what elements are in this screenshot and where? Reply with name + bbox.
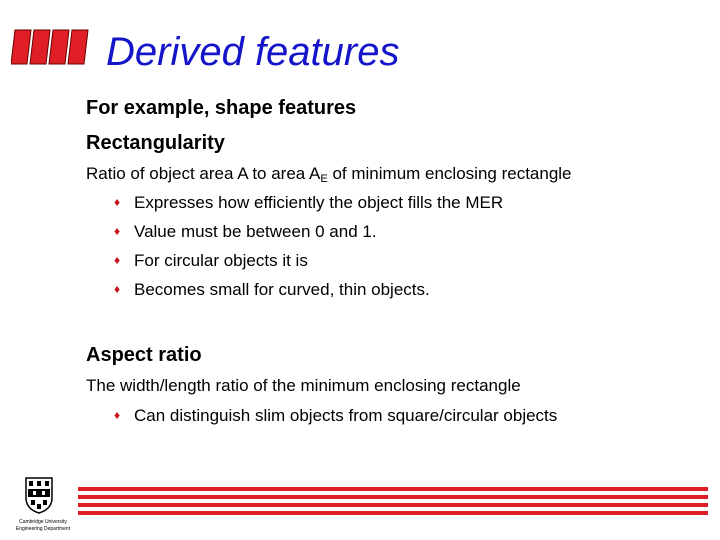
ratio-subscript: E — [320, 173, 328, 185]
ratio-suffix: of minimum enclosing rectangle — [327, 164, 572, 183]
list-item — [114, 249, 308, 272]
heading-rectangularity: Rectangularity — [86, 132, 225, 154]
diamond-bullet-icon: ♦ — [114, 195, 121, 209]
footer-stripes-divider — [78, 487, 708, 515]
list-item — [114, 191, 503, 214]
red-bars-logo-icon — [11, 28, 89, 66]
bullet-text: Can distinguish slim objects from square/circular objects — [134, 406, 558, 425]
bullet-text: For circular objects it is — [134, 251, 308, 270]
university-line-1: Cambridge University — [19, 519, 67, 525]
aspect-definition: The width/length ratio of the minimum enclosing rectangle — [86, 376, 521, 395]
ratio-definition — [86, 163, 572, 185]
ratio-prefix: Ratio of object area A to area A — [86, 164, 321, 183]
list-item — [114, 278, 430, 301]
diamond-bullet-icon: ♦ — [114, 282, 121, 296]
diamond-bullet-icon: ♦ — [114, 253, 121, 267]
bullet-text: Becomes small for curved, thin objects. — [134, 280, 430, 299]
heading-aspect-ratio: Aspect ratio — [86, 344, 202, 366]
bullet-text: Value must be between 0 and 1. — [134, 222, 377, 241]
slide-title: Derived features — [106, 30, 400, 74]
list-item — [114, 404, 557, 427]
diamond-bullet-icon: ♦ — [114, 224, 121, 238]
cambridge-crest-icon — [24, 476, 54, 514]
university-label — [4, 519, 82, 533]
diamond-bullet-icon: ♦ — [114, 408, 121, 422]
bullet-text: Expresses how efficiently the object fills the MER — [134, 193, 504, 212]
university-line-2: Engineering Department — [15, 526, 71, 532]
list-item — [114, 220, 377, 243]
heading-example: For example, shape features — [86, 97, 357, 119]
